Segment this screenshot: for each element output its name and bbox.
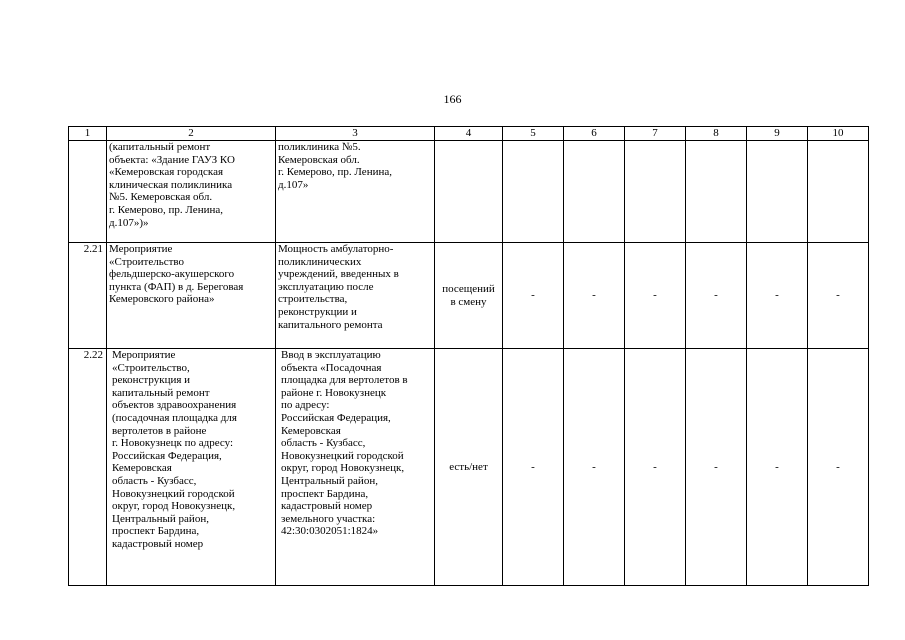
page-number: 166 [443,92,462,106]
value-cell: - [564,243,625,349]
value-cell: - [625,243,686,349]
unit: есть/нет [435,349,503,586]
value-cell: - [503,349,564,586]
value-cell [625,141,686,243]
column-header: 2 [107,127,276,141]
column-header: 7 [625,127,686,141]
indicator-name: поликлиника №5. Кемеровская обл. г. Кемерово, пр. Ленина, д.107» [276,141,435,243]
value-cell: - [564,349,625,586]
measure-name: (капитальный ремонт объекта: «Здание ГАУЗ КО «Кемеровская городская клиническая поликлиника №5. Кемеровская обл. г. Кемерово, пр. Ленина, д.107»)» [107,141,276,243]
column-header: 9 [747,127,808,141]
value-cell: - [747,243,808,349]
value-cell [686,141,747,243]
value-cell: - [503,243,564,349]
value-cell: - [747,349,808,586]
row-number: 2.21 [69,243,107,349]
column-header: 6 [564,127,625,141]
value-cell: - [808,243,869,349]
column-header: 10 [808,127,869,141]
table-row [69,349,869,586]
value-cell [564,141,625,243]
column-header: 1 [69,127,107,141]
indicator-name: Ввод в эксплуатацию объекта «Посадочная площадка для вертолетов в районе г. Новокузнецк по адресу: Российская Федерация, Кемеровская область - Кузбасс, Новокузнецкий городской округ, город Новокузнецк, Центральный район, проспект Бардина, кадастровый номер земельного участка: 42:30:0302051:1824» [276,349,435,586]
measure-name: Мероприятие «Строительство, реконструкция и капитальный ремонт объектов здравоохранения (посадочная площадка для вертолетов в районе г. Новокузнецк по адресу: Российская Федерация, Кемеровская область - Кузбасс, Новокузнецкий городской округ, город Новокузнецк, Центральный район, проспект Бардина, кадастровый номер [107,349,276,586]
indicators-table [68,126,869,586]
value-cell [503,141,564,243]
column-header: 8 [686,127,747,141]
column-header: 4 [435,127,503,141]
value-cell: - [808,349,869,586]
row-number: 2.22 [69,349,107,586]
value-cell [808,141,869,243]
unit: посещений в смену [435,243,503,349]
measure-name: Мероприятие «Строительство фельдшерско-акушерского пункта (ФАП) в д. Береговая Кемеровского района» [107,243,276,349]
unit [435,141,503,243]
table-row [69,141,869,243]
header-row [69,127,869,141]
indicator-name: Мощность амбулаторно- поликлинических учреждений, введенных в эксплуатацию после строительства, реконструкции и капитального ремонта [276,243,435,349]
value-cell: - [686,243,747,349]
value-cell: - [686,349,747,586]
value-cell: - [625,349,686,586]
table-row [69,243,869,349]
column-header: 5 [503,127,564,141]
column-header: 3 [276,127,435,141]
value-cell [747,141,808,243]
row-number [69,141,107,243]
